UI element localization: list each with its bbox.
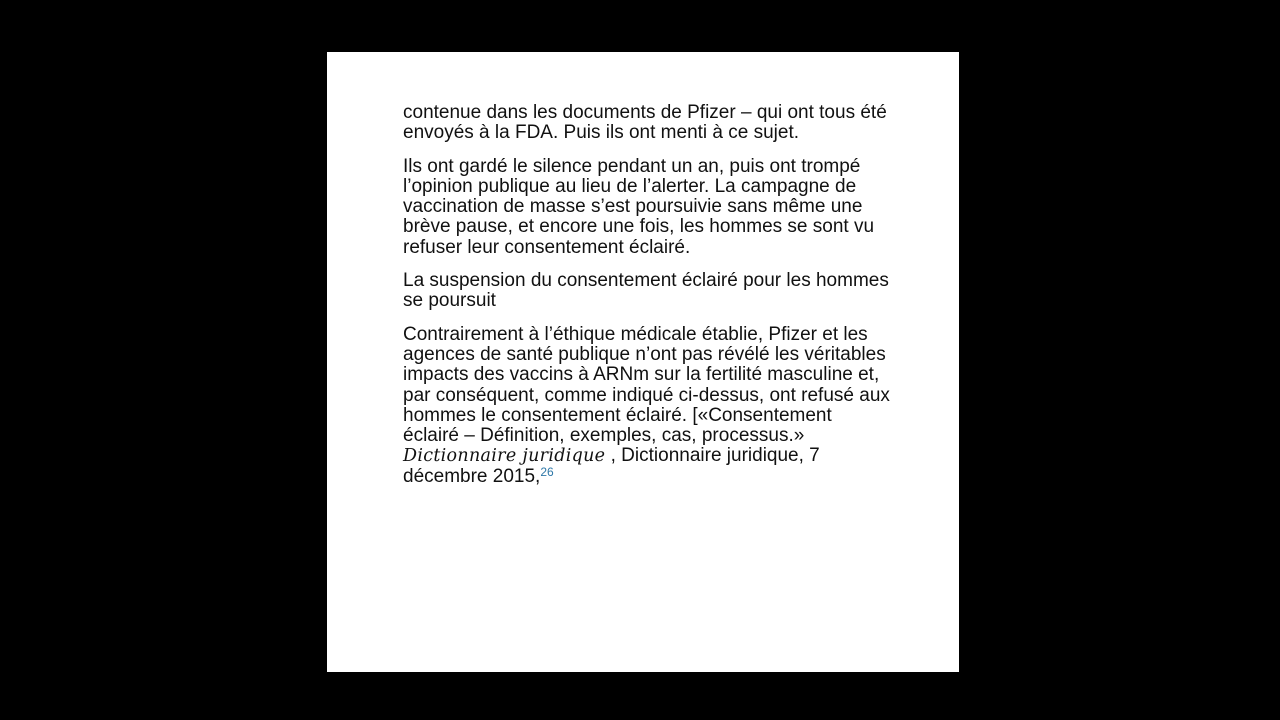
paragraph-4 (403, 325, 893, 487)
section-heading: La suspension du consentement éclairé pour les hommes se poursuit (403, 270, 889, 312)
citation-rest: , Dictionnaire juridique, 7 décembre 2015, (403, 445, 820, 487)
citation-title: Dictionnaire juridique (403, 446, 606, 467)
paragraph-4-text: Contrairement à l’éthique médicale établie, Pfizer et les agences de santé publique n’ont pas révélé les véritables impacts des vaccins à ARNm sur la fertilité masculine et, par conséquent, comme indiqué ci-dessus, ont refusé aux hommes le consentement éclairé. [«Consentement éclairé – Définition, exemples, cas, processus.» (403, 323, 890, 447)
document-body (403, 103, 893, 500)
paragraph-2: Ils ont gardé le silence pendant un an, puis ont trompé l’opinion publique au lieu de l’alerter. La campagne de vaccination de masse s’est poursuivie sans même une brève pause, et encore une fois, les hommes se sont vu refuser leur consentement éclairé. (403, 155, 875, 258)
document-page (327, 52, 959, 672)
footnote-link[interactable]: 26 (540, 464, 554, 479)
paragraph-1: contenue dans les documents de Pfizer – qui ont tous été envoyés à la FDA. Puis ils ont menti à ce sujet. (403, 102, 887, 144)
